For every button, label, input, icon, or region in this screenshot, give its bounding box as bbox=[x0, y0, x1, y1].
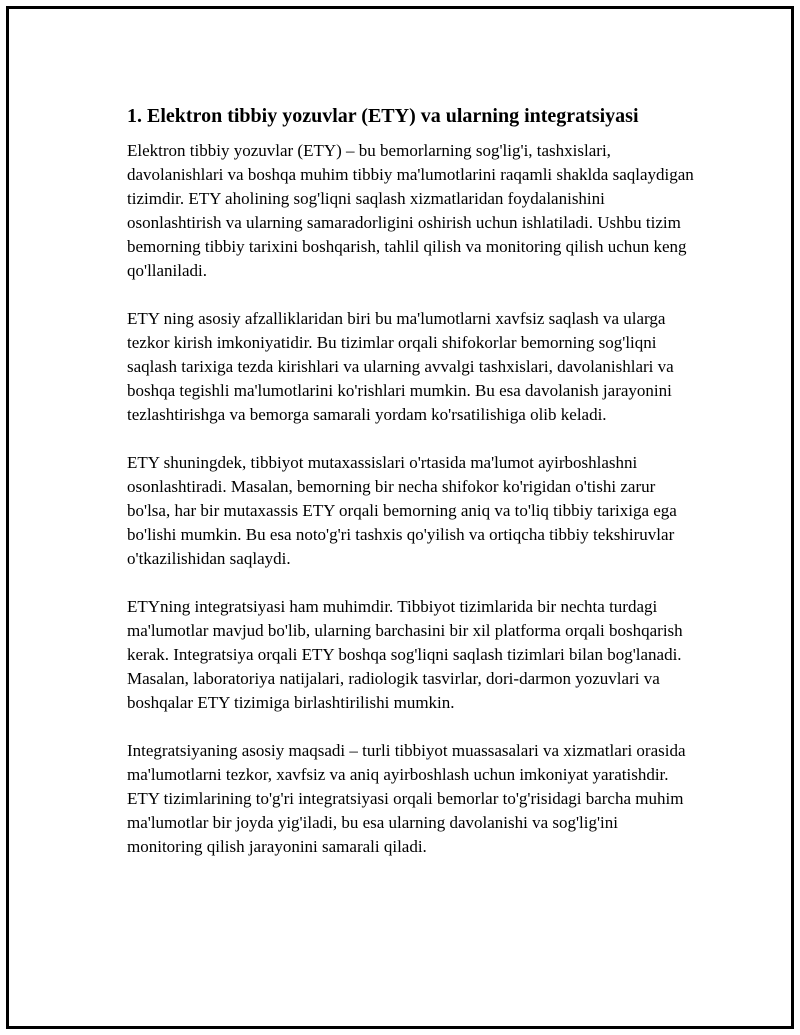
paragraph-data-exchange: ETY shuningdek, tibbiyot mutaxassislari o'rtasida ma'lumot ayirboshlashni osonlashtiradi. Masalan, bemorning bir necha shifokor ko'rigidan o'tishi zarur bo'lsa, har bir mutaxassis ETY orqali bemorning aniq va to'liq tibbiy tarixiga ega bo'lishi mumkin. Bu esa noto'g'ri tashxis qo'yilish va ortiqcha tibbiy tekshiruvlar o'tkazilishidan saqlaydi. bbox=[127, 453, 677, 568]
section-heading: 1. Elektron tibbiy yozuvlar (ETY) va ularning integratsiyasi bbox=[127, 105, 639, 127]
document-body bbox=[127, 102, 695, 859]
paragraph-integration-goal: Integratsiyaning asosiy maqsadi – turli tibbiyot muassasalari va xizmatlari orasida ma'lumotlarni tezkor, xavfsiz va aniq ayirboshlash uchun imkoniyat yaratishdir. ETY tizimlarining to'g'ri integratsiyasi orqali bemorlar to'g'risidagi barcha muhim ma'lumotlar bir joyda yig'iladi, bu esa ularning davolanishi va sog'lig'ini monitoring qilish jarayonini samarali qiladi. bbox=[127, 741, 686, 856]
paragraph-advantages: ETY ning asosiy afzalliklaridan biri bu ma'lumotlarni xavfsiz saqlash va ularga tezkor kirish imkoniyatidir. Bu tizimlar orqali shifokorlar bemorning sog'liqni saqlash tarixiga tezda kirishlari va ularning avvalgi tashxislari, davolanishlari va boshqa tegishli ma'lumotlarini ko'rishlari mumkin. Bu esa davolanish jarayonini tezlashtirishga va bemorga samarali yordam ko'rsatilishiga olib keladi. bbox=[127, 309, 674, 424]
page-frame bbox=[6, 6, 794, 1029]
paragraph-integration: ETYning integratsiyasi ham muhimdir. Tibbiyot tizimlarida bir nechta turdagi ma'lumotlar mavjud bo'lib, ularning barchasini bir xil platforma orqali boshqarish kerak. Integratsiya orqali ETY boshqa sog'liqni saqlash tizimlari bilan bog'lanadi. Masalan, laboratoriya natijalari, radiologik tasvirlar, dori-darmon yozuvlari va boshqalar ETY tizimiga birlashtirilishi mumkin. bbox=[127, 597, 683, 712]
paragraph-intro: Elektron tibbiy yozuvlar (ETY) – bu bemorlarning sog'lig'i, tashxislari, davolanishlari va boshqa muhim tibbiy ma'lumotlarini raqamli shaklda saqlaydigan tizimdir. ETY aholining sog'liqni saqlash xizmatlaridan foydalanishini osonlashtirish va ularning samaradorligini oshirish uchun ishlatiladi. Ushbu tizim bemorning tibbiy tarixini boshqarish, tahlil qilish va monitoring qilish uchun keng qo'llaniladi. bbox=[127, 141, 694, 280]
